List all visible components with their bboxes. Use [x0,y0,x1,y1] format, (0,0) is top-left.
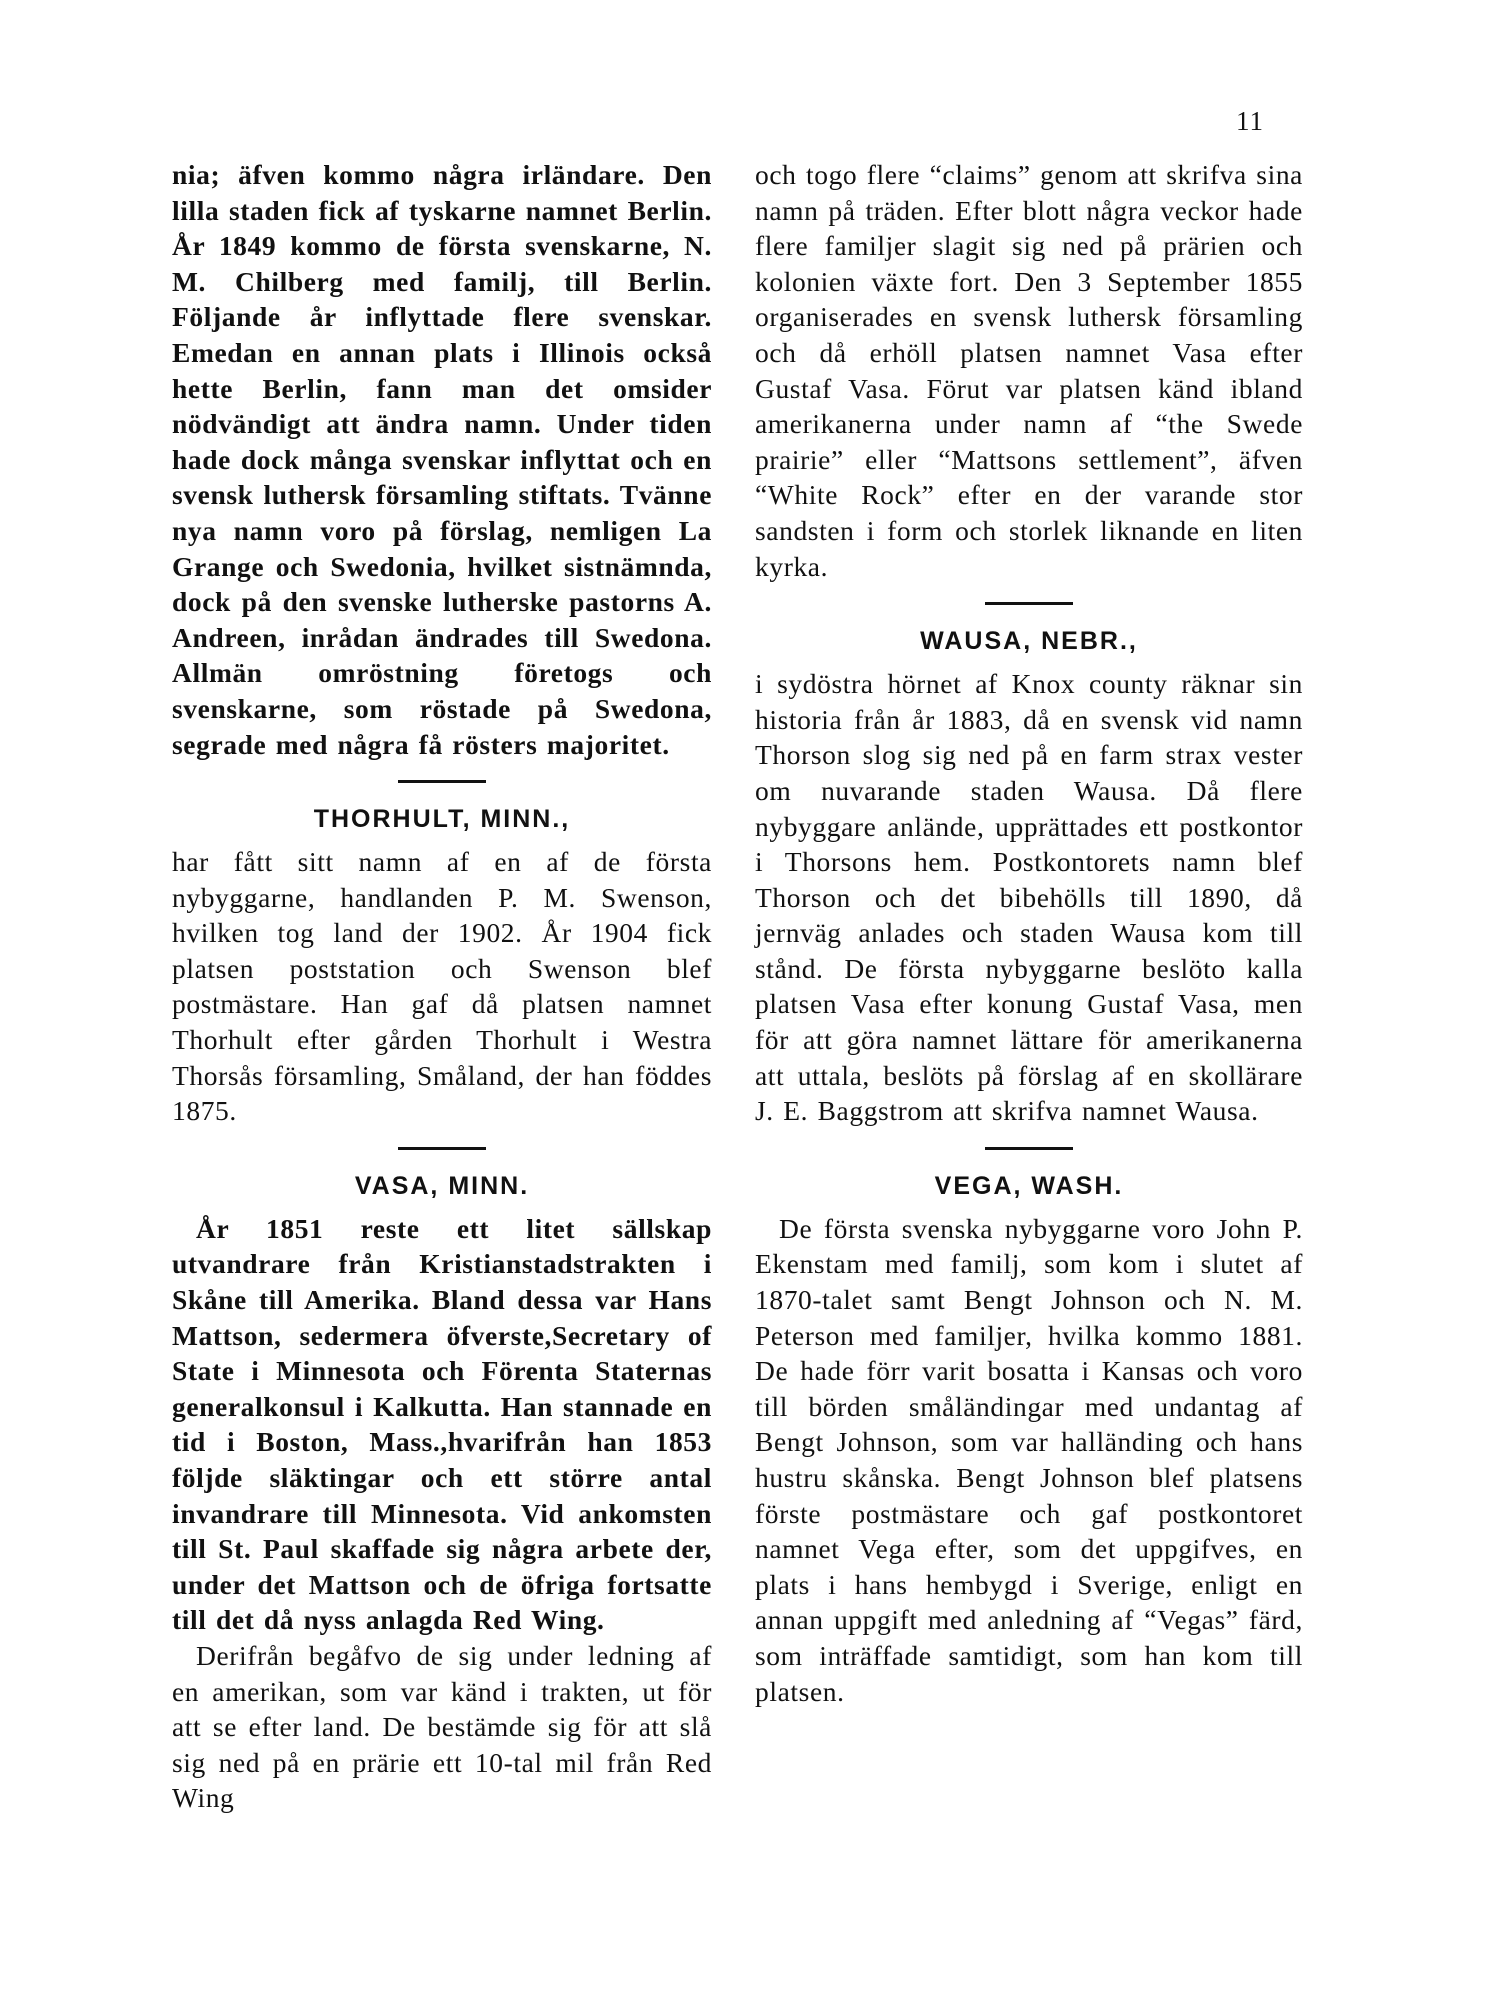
wausa-heading: WAUSA, NEBR., [920,627,1138,656]
section-divider [398,780,486,783]
left-column [172,157,712,1816]
vasa-continued-paragraph: och togo flere “claims” genom att skrifva sina namn på träden. Efter blott några veckor hade flere familjer slagit sig ned på prärien och kolonien växte fort. Den 3 September 1855 organiserades en svensk luthersk församling och då erhöll platsen namnet Vasa efter Gustaf Vasa. Förut var platsen känd ibland amerikanerna under namn af “the Swede prairie” eller “Mattsons settlement”, äfven “White Rock” efter en der varande stor sandsten i form och storlek liknande en liten kyrka. [755,159,1303,582]
vasa-paragraph-1: År 1851 reste ett litet sällskap utvandrare från Kristianstadstrakten i Skåne till Amerika. Bland dessa var Hans Mattson, sedermera öfverste,Secretary of State i Minnesota och Förenta Staternas generalkonsul i Kalkutta. Han stannade en tid i Boston, Mass.,hvarifrån han 1853 följde släktingar och ett större antal invandrare till Minnesota. Vid ankomsten till St. Paul skaffade sig några arbete der, under det Mattson och de öfriga fortsatte till det då nyss anlagda Red Wing. [172,1212,712,1636]
section-divider [985,1147,1073,1150]
right-column [755,157,1303,1709]
thorhult-paragraph: har fått sitt namn af en af de första nybyggarne, handlanden P. M. Swenson, hvilken tog land der 1902. År 1904 fick platsen poststation och Swenson blef postmästare. Han gaf då platsen namnet Thorhult efter gården Thorhult i Westra Thorsås församling, Småland, der han föddes 1875. [172,846,712,1127]
vega-heading: VEGA, WASH. [934,1171,1124,1200]
thorhult-heading: THORHULT, MINN., [313,805,571,834]
section-divider [398,1147,486,1150]
berlin-swedona-paragraph: nia; äfven kommo några irländare. Den lilla staden fick af tyskarne namnet Berlin. År 1849 kommo de första svenskarne, N. M. Chilberg med familj, till Berlin. Följande år inflyttade flere svenskar. Emedan en annan plats i Illinois också hette Berlin, fann man det omsider nödvändigt att ändra namn. Under tiden hade dock många svenskar inflyttat och en svensk luthersk församling stiftats. Tvänne nya namn voro på förslag, nemligen La Grange och Swedonia, hvilket sistnämnda, dock på den svenske lutherske pastorns A. Andreen, inrådan ändrades till Swedona. Allmän omröstning företogs och svenskarne, som röstade på Swedona, segrade med några få rösters majoritet. [172,159,712,760]
vasa-paragraph-2: Derifrån begåfvo de sig under ledning af en amerikan, som var känd i trakten, ut för att se efter land. De bestämde sig för att slå sig ned på en prärie ett 10-tal mil från Red Wing [172,1639,712,1814]
page-number: 11 [1236,106,1264,136]
vasa-heading: VASA, MINN. [354,1171,530,1200]
vega-paragraph: De första svenska nybyggarne voro John P. Ekenstam med familj, som kom i slutet af 1870-talet samt Bengt Johnson och N. M. Peterson med familjer, hvilka kommo 1881. De hade förr varit bosatta i Kansas och voro till börden småländingar med undantag af Bengt Johnson, som var halländing och hans hustru skånska. Bengt Johnson blef platsens förste postmästare och gaf postkontoret namnet Vega efter, som det uppgifves, en plats i hans hembygd i Sverige, enligt en annan uppgift med anledning af “Vegas” färd, som inträffade samtidigt, som han kom till platsen. [755,1212,1303,1707]
section-divider [985,602,1073,605]
wausa-paragraph: i sydöstra hörnet af Knox county räknar sin historia från år 1883, då en svensk vid namn Thorson slog sig ned på en farm strax vester om nuvarande staden Wausa. Då flere nybyggare anlände, upprättades ett postkontor i Thorsons hem. Postkontorets namn blef Thorson och det bibehölls till 1890, då jernväg anlades och staden Wausa kom till stånd. De första nybyggarne beslöto kalla platsen Vasa efter konung Gustaf Vasa, men för att göra namnet lättare för amerikanerna att uttala, beslöts på förslag af en skollärare J. E. Baggstrom att skrifva namnet Wausa. [755,668,1303,1127]
